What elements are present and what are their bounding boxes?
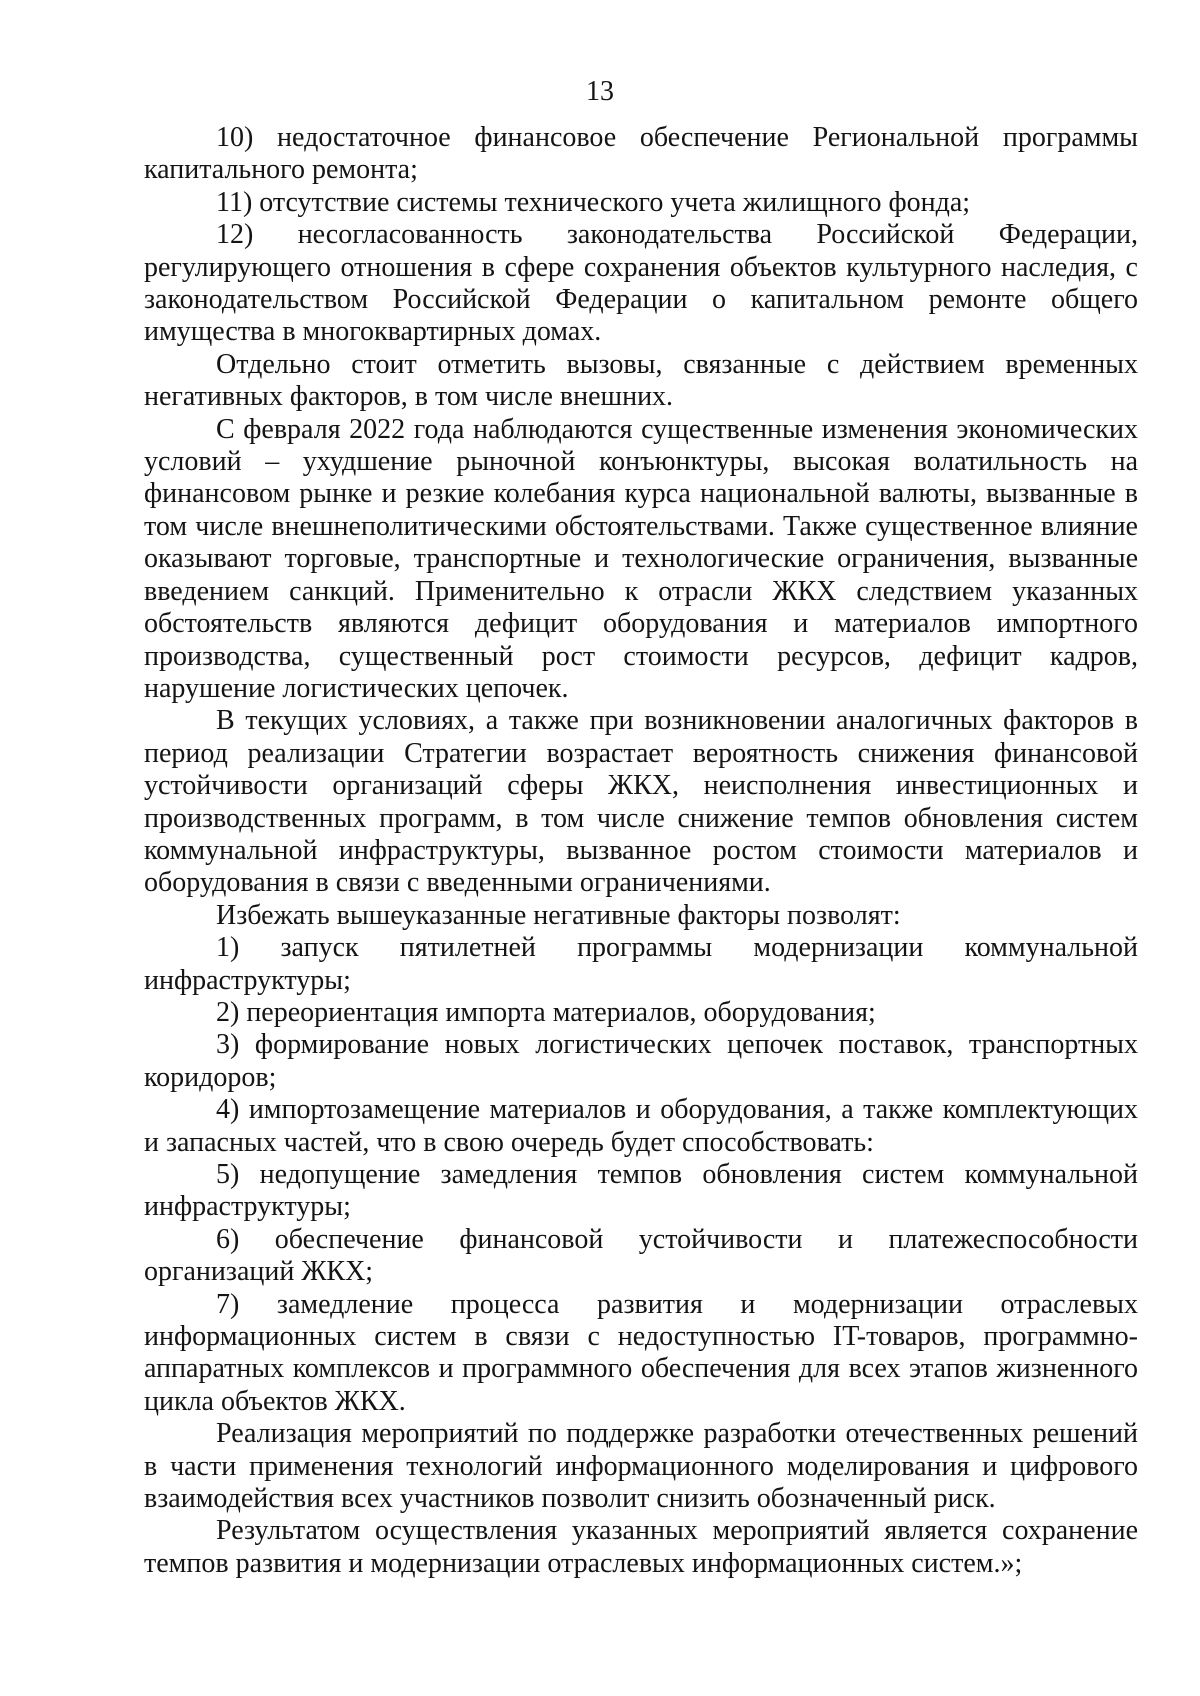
paragraph-conclusion: Результатом осуществления указанных мероприятий является сохранение темпов развития и модернизации отраслевых информационных систем.»;: [144, 1515, 1138, 1579]
list-item-7: 7) замедление процесса развития и модернизации отраслевых информационных систем в связи с недоступностью IT-товаров, программно-аппаратных комплексов и программного обеспечения для всех этапов жизненного цикла объектов ЖКХ.: [144, 1288, 1138, 1417]
paragraph-current-conditions: В текущих условиях, а также при возникновении аналогичных факторов в период реализации Стратегии возрастает вероятность снижения финансовой устойчивости организаций сферы ЖКХ, неисполнения инвестиционных и производственных программ, в том числе снижение темпов обновления систем коммунальной инфраструктуры, вызванное ростом стоимости материалов и оборудования в связи с введенными ограничениями.: [144, 705, 1138, 899]
list-item-4: 4) импортозамещение материалов и оборудования, а также комплектующих и запасных частей, что в свою очередь будет способствовать:: [144, 1094, 1138, 1158]
list-item-6: 6) обеспечение финансовой устойчивости и платежеспособности организаций ЖКХ;: [144, 1223, 1138, 1288]
list-item-5: 5) недопущение замедления темпов обновления систем коммунальной инфраструктуры;: [144, 1159, 1138, 1223]
paragraph-economic-changes: С февраля 2022 года наблюдаются существенные изменения экономических условий – ухудшение рыночной конъюнктуры, высокая волатильность на финансовом рынке и резкие колебания курса национальной валюты, вызванные в том числе внешнеполитическими обстоятельствами. Также существенное влияние оказывают торговые, транспортные и технологические ограничения, вызванные введением санкций. Применительно к отрасли ЖКХ следствием указанных обстоятельств являются дефицит оборудования и материалов импортного производства, существенный рост стоимости ресурсов, дефицит кадров, нарушение логистических цепочек.: [144, 413, 1138, 704]
list-item-2: 2) переориентация импорта материалов, оборудования;: [216, 996, 876, 1028]
paragraph-item-11: 11) отсутствие системы технического учета жилищного фонда;: [216, 186, 971, 218]
list-item-1: 1) запуск пятилетней программы модернизации коммунальной инфраструктуры;: [144, 932, 1138, 996]
page-number: 13: [586, 76, 614, 107]
paragraph-item-10: 10) недостаточное финансовое обеспечение Региональной программы капитального ремонта;: [144, 122, 1138, 186]
paragraph-item-12: 12) несогласованность законодательства Российской Федерации, регулирующего отношения в сфере сохранения объектов культурного наследия, с законодательством Российской Федерации о капитальном ремонте общего имущества в многоквартирных домах.: [144, 219, 1138, 348]
list-item-3: 3) формирование новых логистических цепочек поставок, транспортных коридоров;: [144, 1029, 1138, 1093]
paragraph-measures-intro: Избежать вышеуказанные негативные факторы позволят:: [216, 899, 901, 931]
paragraph-temporary-factors: Отдельно стоит отметить вызовы, связанные с действием временных негативных факторов, в том числе внешних.: [144, 348, 1138, 413]
document-body: [144, 122, 1138, 1580]
paragraph-domestic-solutions: Реализация мероприятий по поддержке разработки отечественных решений в части применения технологий информационного моделирования и цифрового взаимодействия всех участников позволит снизить обозначенный риск.: [144, 1418, 1138, 1515]
